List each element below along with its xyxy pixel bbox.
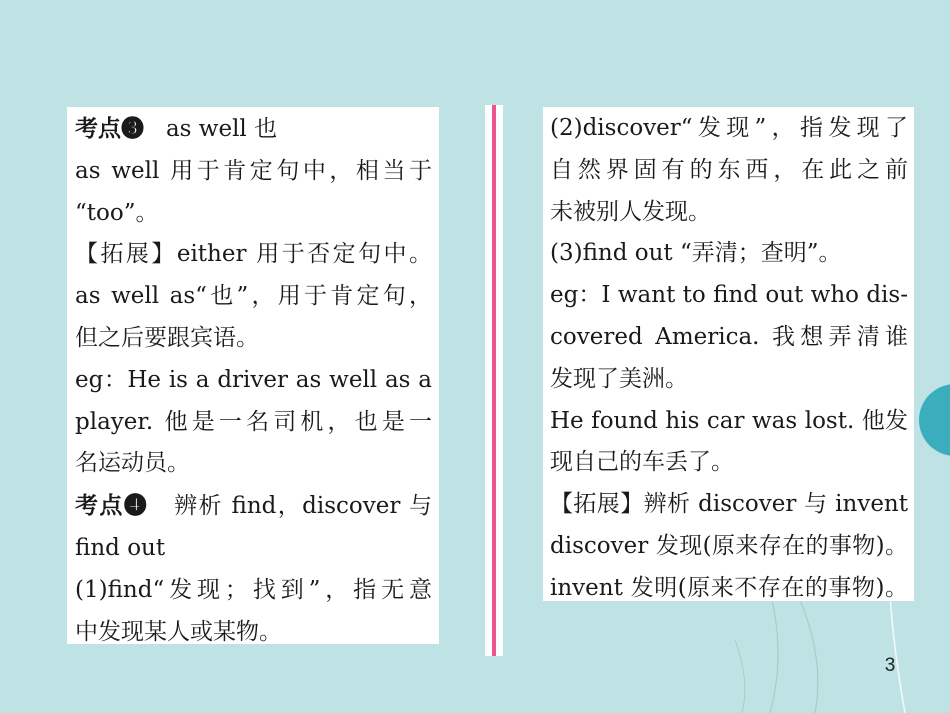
example-line: 发现了美洲。 xyxy=(550,365,688,392)
decorative-curve xyxy=(735,640,745,713)
example-line: eg：He is a driver as well as a xyxy=(75,366,432,393)
text-line: “too”。 xyxy=(75,199,159,226)
text-line: 未被别人发现。 xyxy=(550,198,711,225)
text-line: 自然界固有的东西，在此之前 xyxy=(550,156,908,183)
right-text-panel xyxy=(543,107,914,601)
center-divider xyxy=(485,105,503,656)
section-heading-4 xyxy=(75,485,432,528)
text-line: 【拓展】either 用于否定句中。 xyxy=(75,241,432,268)
heading-text: as well 也 xyxy=(165,116,278,142)
point-label: 考点❸ xyxy=(75,115,144,142)
example-line: He found his car was lost. 他发 xyxy=(550,407,908,434)
text-line: find out xyxy=(75,534,166,561)
text-line: 但之后要跟宾语。 xyxy=(75,324,259,351)
text-line: (2)discover“发现”，指发现了 xyxy=(550,115,908,141)
decorative-curve xyxy=(800,600,818,713)
left-text-panel xyxy=(67,107,439,644)
accent-circle xyxy=(919,384,950,456)
text-line: 中发现某人或某物。 xyxy=(75,618,282,645)
heading-text: 辨析 find，discover 与 xyxy=(174,493,432,520)
example-line: 现自己的车丢了。 xyxy=(550,449,734,476)
divider-stripe xyxy=(492,105,496,656)
page-number: 3 xyxy=(884,655,896,676)
text-line: (1)find“发现；找到”，指无意 xyxy=(75,576,432,603)
example-line: eg：I want to find out who dis- xyxy=(550,282,908,309)
text-line: invent 发明(原来不存在的事物)。 xyxy=(550,574,908,601)
point-label: 考点❹ xyxy=(75,492,149,520)
text-line: 【拓展】辨析 discover 与 invent xyxy=(550,491,908,518)
example-line: player. 他是一名司机，也是一 xyxy=(75,408,432,435)
text-line: as well as“也”，用于肯定句， xyxy=(75,283,432,310)
text-line: discover 发现(原来存在的事物)。 xyxy=(550,532,908,559)
text-line: as well 用于肯定句中，相当于 xyxy=(75,157,432,184)
example-line: covered America. 我想弄清谁 xyxy=(550,323,908,350)
example-line: 名运动员。 xyxy=(75,450,190,477)
section-heading-3 xyxy=(75,108,432,151)
text-line: (3)find out “弄清；查明”。 xyxy=(550,240,842,267)
